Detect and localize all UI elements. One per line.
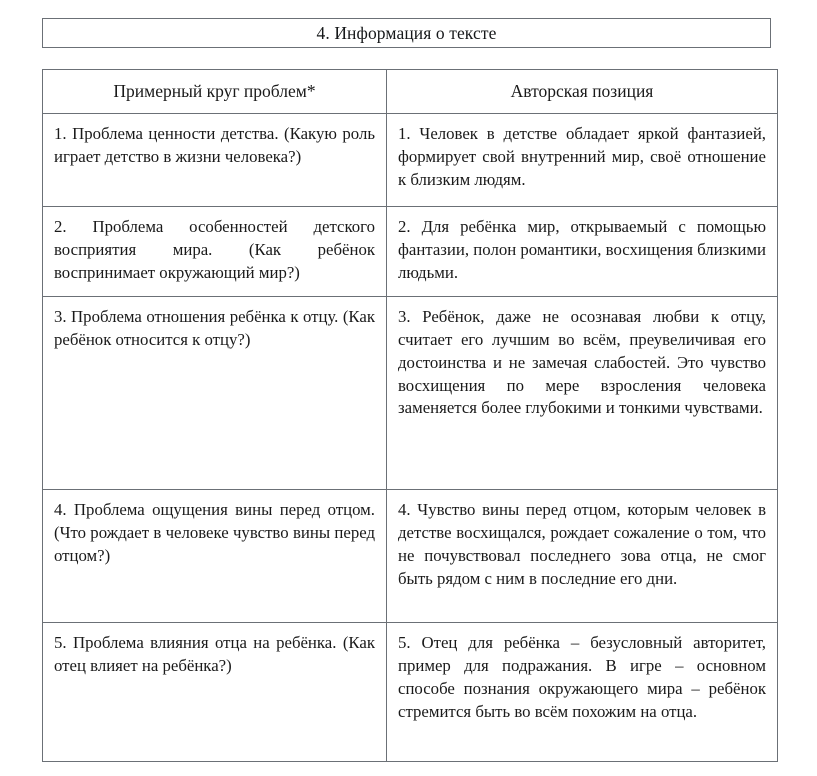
section-title: 4. Информация о тексте <box>316 22 497 43</box>
table-row <box>43 623 778 762</box>
cell-position-text: 1. Человек в детстве обладает яркой фантазией, формирует свой внутренний мир, своё отношение к близким людям. <box>398 124 766 189</box>
cell-problem-text: 3. Проблема отношения ребёнка к отцу. (Как ребёнок относится к отцу?) <box>54 307 375 349</box>
cell-problem <box>43 623 387 762</box>
cell-problem-text: 2. Проблема особенностей детского восприятия мира. (Как ребёнок воспринимает окружающий мир?) <box>54 217 375 282</box>
table-row <box>43 297 778 490</box>
cell-problem <box>43 297 387 490</box>
cell-position <box>387 623 778 762</box>
table-row <box>43 490 778 623</box>
table-header <box>43 70 778 114</box>
cell-position <box>387 114 778 207</box>
column-header-problems: Примерный круг проблем* <box>43 70 387 114</box>
column-header-author-position: Авторская позиция <box>387 70 778 114</box>
cell-problem-text: 1. Проблема ценности детства. (Какую роль играет детство в жизни человека?) <box>54 124 375 166</box>
cell-position <box>387 207 778 297</box>
cell-position <box>387 490 778 623</box>
cell-position-text: 2. Для ребёнка мир, открываемый с помощью фантазии, полон романтики, восхищения близкими людьми. <box>398 217 766 282</box>
cell-position-text: 3. Ребёнок, даже не осознавая любви к отцу, считает его лучшим во всём, преувеличивая его достоинства и не замечая слабостей. Это чувство восхищения по мере взросления человека заменяется более глубокими и тонкими чувствами. <box>398 307 766 418</box>
information-table <box>42 69 778 762</box>
cell-position <box>387 297 778 490</box>
cell-position-text: 4. Чувство вины перед отцом, которым человек в детстве восхищался, рождает сожаление о том, что не почувствовал последнего зова отца, не смог быть рядом с ним в последние его дни. <box>398 500 766 588</box>
table-body <box>43 114 778 762</box>
cell-problem <box>43 490 387 623</box>
cell-problem-text: 5. Проблема влияния отца на ребёнка. (Как отец влияет на ребёнка?) <box>54 633 375 675</box>
table-row <box>43 207 778 297</box>
table-header-row <box>43 70 778 114</box>
information-table-wrapper <box>42 69 777 762</box>
section-title-box <box>42 18 771 48</box>
cell-problem <box>43 207 387 297</box>
cell-position-text: 5. Отец для ребёнка – безусловный авторитет, пример для подражания. В игре – основном способе познания окружающего мира – ребёнок стремится быть во всём похожим на отца. <box>398 633 766 721</box>
cell-problem-text: 4. Проблема ощущения вины перед отцом. (Что рождает в человеке чувство вины перед отцом?) <box>54 500 375 565</box>
cell-problem <box>43 114 387 207</box>
table-row <box>43 114 778 207</box>
